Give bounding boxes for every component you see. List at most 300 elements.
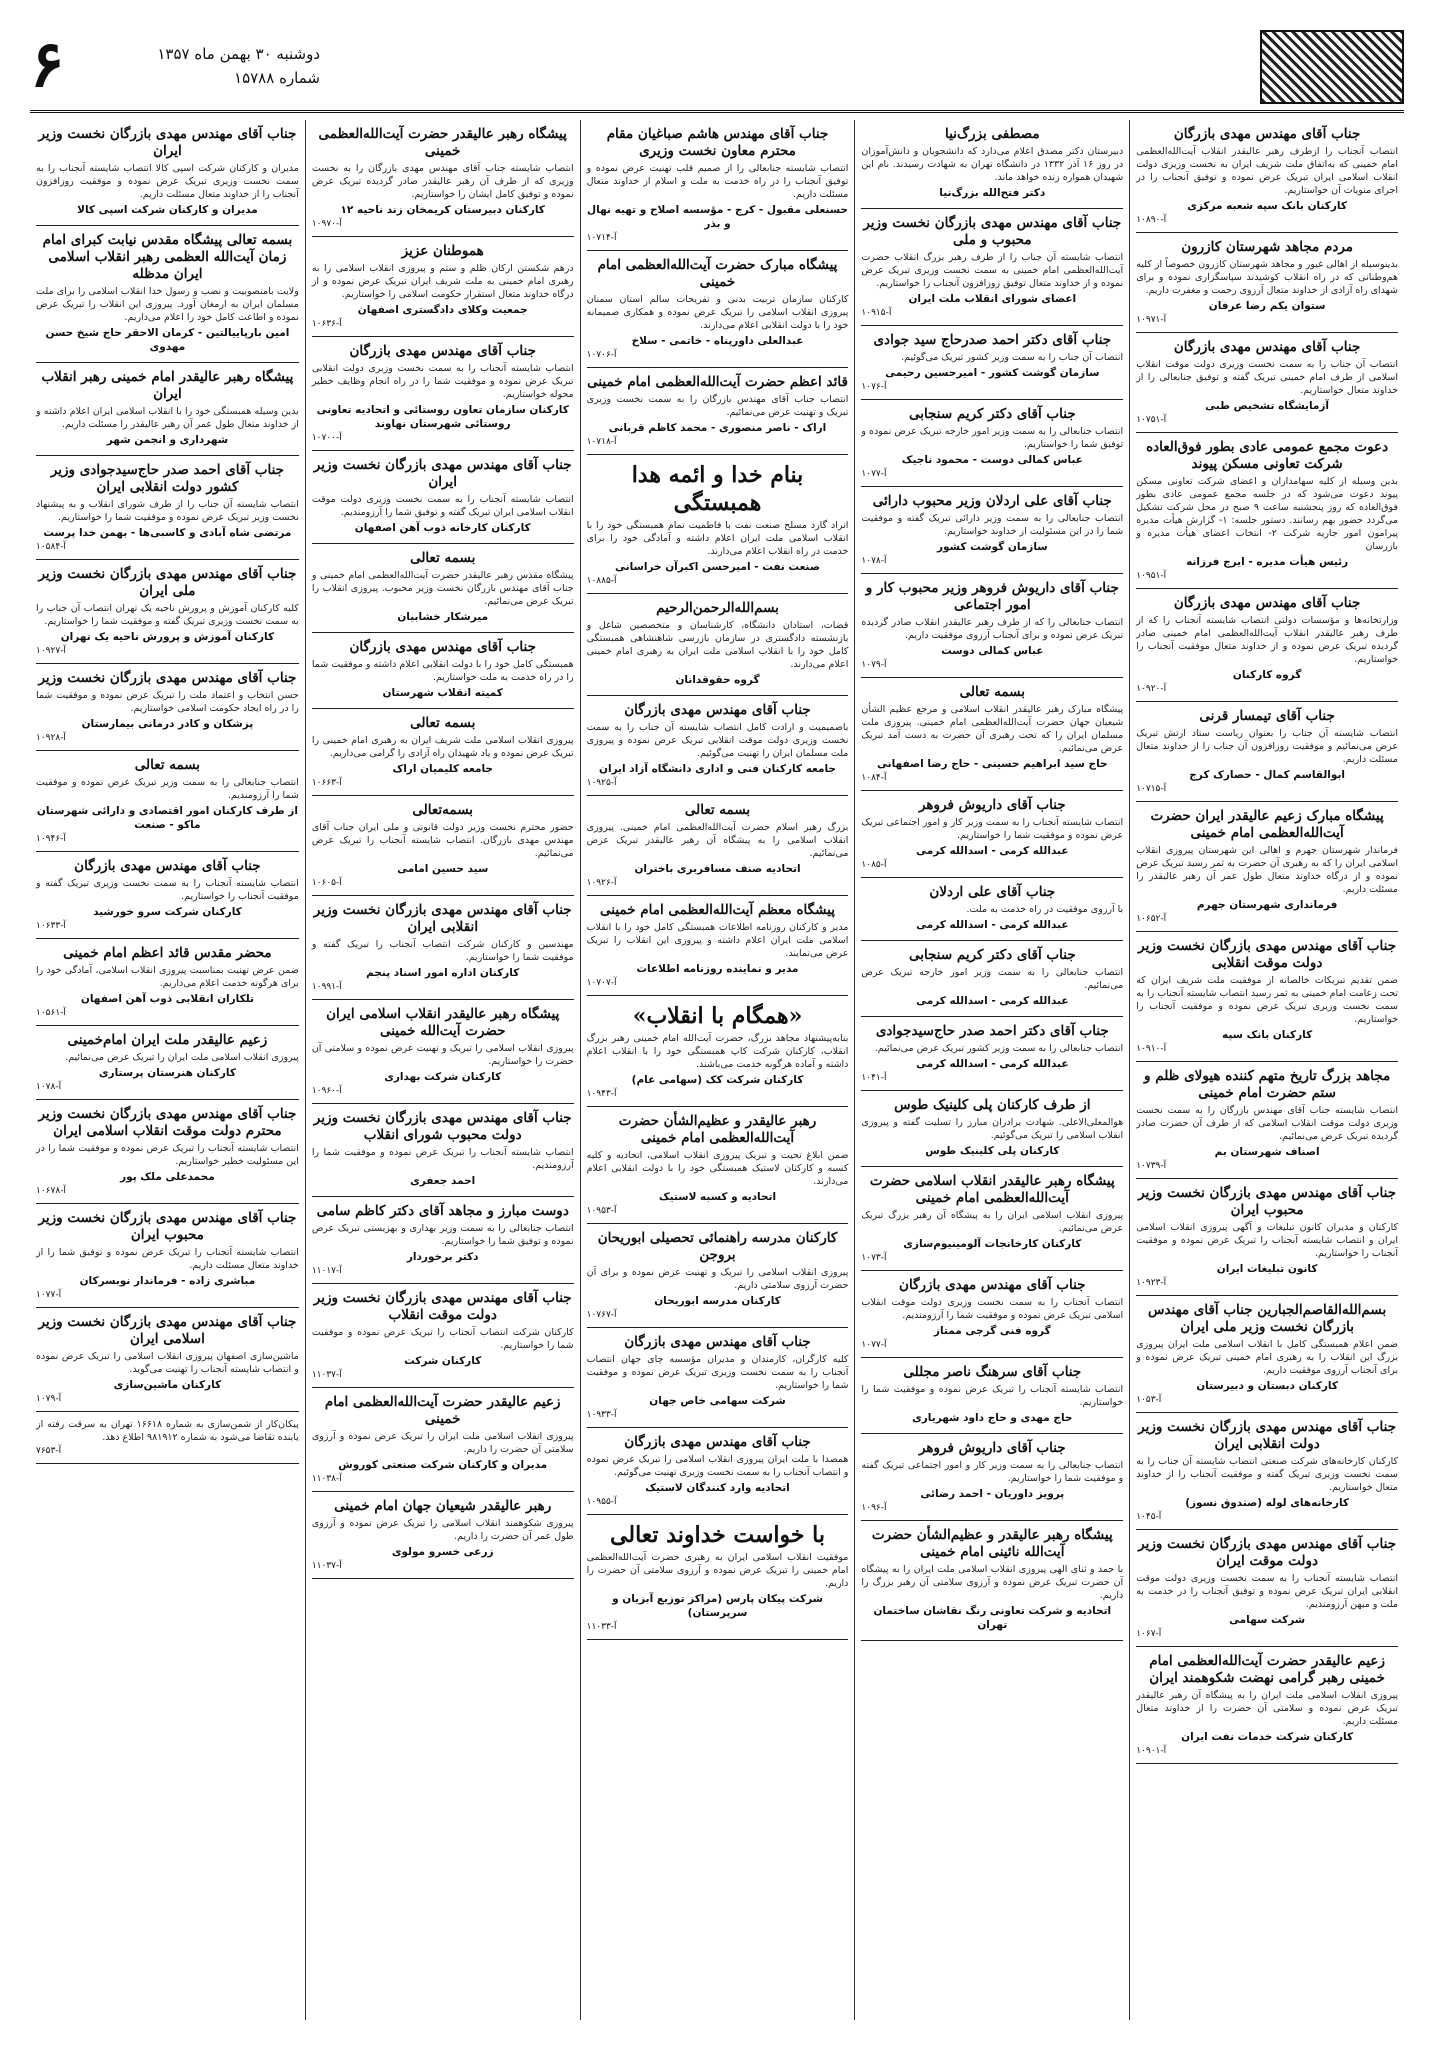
notice-code: آ-۱۰۸۸۵ bbox=[586, 576, 617, 586]
notice bbox=[861, 1434, 1123, 1521]
notice-heading: مردم مجاهد شهرستان کازرون bbox=[1181, 239, 1354, 255]
notice-signature: عباس کمالی دوست bbox=[941, 645, 1044, 657]
notice-body: انتصاب شایسته آنجناب را تبریک عرض نموده و موفقیت شما را آرزومندیم. bbox=[311, 1147, 574, 1171]
notice-body: انتصاب آن جناب را به سمت وزیر کشور تبریک می‌گوئیم. bbox=[901, 352, 1124, 363]
notice bbox=[861, 209, 1123, 326]
notice-heading: جناب آقای احمد صدر حاج‌سیدجوادی وزیر کشور دولت انقلابی ایران bbox=[50, 462, 285, 495]
notice-signature: کارکنان بانک سپه شعبه مرکزی bbox=[1187, 200, 1347, 212]
notice-signature: گروه کارکنان bbox=[1232, 669, 1302, 681]
notice bbox=[36, 939, 299, 1026]
notice-body: پیروزی شکوهمند انقلاب اسلامی را تبریک عرض نموده و آرزوی طول عمر آن حضرت را داریم. bbox=[311, 1518, 574, 1542]
notice-signature: مباشری زاده - فرماندار نوبسرکان bbox=[79, 1275, 256, 1287]
notice-code: آ-۱۰۷۷ bbox=[36, 1290, 62, 1300]
notice bbox=[587, 594, 849, 696]
notice bbox=[1136, 333, 1398, 433]
notice-heading: جناب آقای دکتر احمد صدر حاج‌سیدجوادی bbox=[875, 1023, 1109, 1039]
notice bbox=[1136, 433, 1398, 589]
notice bbox=[861, 1521, 1123, 1641]
notice-signature: شرکت پیکان پارس (مراکز توزیع آبزیان و سرپرستان) bbox=[612, 1593, 823, 1619]
notice-body: ضمن عرض تهنیت بمناسبت پیروزی انقلاب اسلامی، آمادگی خود را برای هرگونه خدمت اعلام می‌داریم. bbox=[36, 965, 299, 989]
notice-body: بدینوسیله از اهالی غیور و مجاهد شهرستان کازرون خصوصاً از کلیه هم‌وطنانی که در راه انقلاب کوشیدند سپاسگزاری نموده و برای شهدای راه آزادی از خداوند متعال آرزوی رحمت و مغفرت داریم. bbox=[1136, 259, 1398, 296]
notice-heading: زعیم عالیقدر ملت ایران امام‌خمینی bbox=[67, 1032, 268, 1048]
notice bbox=[587, 251, 849, 368]
notice-heading: جناب آقای مهندس مهدی بازرگان نخست وزیر محبوب ایران bbox=[38, 1210, 297, 1243]
notice-signature: مدیر و نماینده روزنامه اطلاعات bbox=[636, 963, 799, 975]
notice-heading: پیشگاه رهبر عالیقدر امام خمینی رهبر انقلاب ایران bbox=[41, 369, 294, 402]
notice-signature: کارکنان دبستان و دبیرستان bbox=[1196, 1380, 1338, 1392]
notice-signature: ستوان یکم رضا عرفان bbox=[1208, 300, 1326, 312]
notice-heading: جناب آقای مهندس مهدی بازرگان نخست وزیر ایران bbox=[38, 126, 297, 159]
notice-code: آ-۱۰۴۱ bbox=[861, 1073, 887, 1083]
notice bbox=[312, 796, 574, 896]
notice-body: انتصاب شایسته آنجناب را تبریک عرض نموده و موفقیت شما را خواستاریم. bbox=[861, 1384, 1124, 1408]
notice bbox=[36, 852, 299, 939]
notice-signature: مدیران و کارکنان شرکت اسپی کالا bbox=[77, 204, 258, 216]
notice-signature: کارکنان مدرسه ابوریحان bbox=[654, 1295, 781, 1307]
notice-signature: کارکنان شرکت بهداری bbox=[384, 1071, 502, 1083]
notice-body: ضمن تقدیم تبریکات خالصانه از موفقیت ملت شریف ایران که تحت زعامت امام خمینی به ثمر رسید انتصاب شایسته آنجناب را به سمت نخست وزیری تبریک عرض نموده و موفقیت آنجناب را خواستاریم. bbox=[1136, 975, 1398, 1025]
notice-body: درهم شکستن ارکان ظلم و ستم و پیروزی انقلاب اسلامی را به رهبری امام خمینی به ملت شریف ایران تبریک عرض نموده و از درگاه خداوند متعال استقرار حکومت اسلامی را خواستاریم. bbox=[311, 263, 574, 300]
notice-body: انتصاب شایسته آنجناب را تبریک عرض نموده و موفقیت شما را در این مسئولیت خطیر خواستاریم. bbox=[36, 1143, 299, 1167]
page-number: ۶ bbox=[30, 27, 65, 102]
notice-heading: جناب آقای مهندس مهدی بازرگان نخست وزیر دولت محبوب شورای انقلاب bbox=[313, 1110, 572, 1143]
notice-code: آ-۱۰۹۹۱ bbox=[311, 982, 342, 992]
notice-heading: بسمه تعالی پیشگاه مقدس نیابت کبرای امام زمان آیت‌الله العظمی رهبر انقلاب اسلامی ایران مدظله bbox=[42, 232, 293, 282]
notice-code: آ-۱۱۰۳۸ bbox=[311, 1474, 342, 1484]
notice-signature: عبدالله کرمی - اسدالله کرمی bbox=[916, 995, 1069, 1007]
notice-code: آ-۱۰۷۷ bbox=[861, 469, 887, 479]
notice-heading: جناب آقای مهندس مهدی بازرگان نخست وزیر ایران bbox=[313, 457, 572, 490]
notice-code: آ-۱۰۶۰۵ bbox=[311, 878, 342, 888]
notice-heading: پیشگاه رهبر عالیقدر و عظیم‌الشأن حضرت آیت‌الله نائینی امام خمینی bbox=[871, 1527, 1113, 1560]
notice bbox=[1136, 1647, 1398, 1764]
notice bbox=[36, 363, 299, 456]
notice-signature: اتحادیه وارد کنندگان لاستیک bbox=[645, 1482, 790, 1494]
notice-signature: کارکنان دبیرستان کریمخان زند ناحیه ۱۲ bbox=[340, 204, 545, 216]
notice-code: آ-۱۱۰۳۷ bbox=[311, 1370, 342, 1380]
notice-code: آ-۱۰۷۶ bbox=[861, 382, 887, 392]
notice bbox=[587, 368, 849, 455]
notice bbox=[587, 696, 849, 796]
notice-signature: جامعه کلیمیان اراک bbox=[392, 763, 493, 775]
notice bbox=[312, 709, 574, 796]
notice bbox=[36, 664, 299, 751]
notice-body: مهندسین و کارکنان شرکت انتصاب آنجناب را تبریک گفته و موفقیت شما را خواستاریم. bbox=[311, 939, 574, 963]
notice-signature: کارخانه‌های لوله (صندوق نسوز) bbox=[1185, 1497, 1350, 1509]
notice-body: انتصاب آن جناب را به سمت نخست وزیری دولت موقت انقلاب اسلامی از طرف امام خمینی تبریک گفته و توفیق جنابعالی را از خداوند متعال خواستاریم. bbox=[1136, 359, 1398, 396]
notice-heading: جناب آقای داریوش فروهر وزیر محبوب کار و امور اجتماعی bbox=[865, 580, 1119, 613]
notice-heading: جناب آقای مهندس مهدی بازرگان نخست وزیر دولت انقلابی ایران bbox=[1138, 1419, 1397, 1452]
notice-heading: جناب آقای مهندس مهدی بازرگان bbox=[1173, 126, 1361, 142]
notice-body: انتصاب شایسته جناب آقای مهندس مهدی بازرگان را به نخست وزیری که از طرف آن رهبر عالیقدر صادر گردیده تبریک عرض نموده و توفیق کامل ایشان را خواستاریم. bbox=[311, 163, 574, 200]
notice-code: آ-۱۰۹۳۳ bbox=[586, 1410, 617, 1420]
notice bbox=[312, 451, 574, 544]
notice-code: آ-۱۰۷۳۹ bbox=[1136, 1161, 1167, 1171]
notice-heading: «همگام با انقلاب» bbox=[632, 1003, 803, 1029]
notice-code: آ-۱۰۸۹۰ bbox=[1136, 215, 1167, 225]
notice-heading: پیشگاه رهبر عالیقدر انقلاب اسلامی ایران حضرت آیت‌الله خمینی bbox=[326, 1006, 560, 1039]
notice-signature: آزمایشگاه تشخیص طبی bbox=[1205, 400, 1330, 412]
notice-heading: جناب آقای مهندس مهدی بازرگان نخست وزیر محترم دولت موقت انقلاب اسلامی ایران bbox=[38, 1106, 297, 1139]
notice-body: مدیر و کارکنان روزنامه اطلاعات همبستگی کامل خود را با انقلاب اسلامی ملت ایران اعلام داشته و پیروزی این انقلاب را تبریک عرض می‌نمایند. bbox=[586, 922, 849, 959]
notice bbox=[861, 1167, 1123, 1271]
notice bbox=[36, 1026, 299, 1100]
notice-body: فرماندار شهرستان جهرم و اهالی این شهرستان پیروزی انقلاب اسلامی ایران را که به رهبری آن حضرت به ثمر رسید تبریک عرض نموده و از درگاه خداوند متعال طول عمر آن رهبر عالیقدر را مسئلت داریم. bbox=[1136, 845, 1398, 895]
notice-heading: پیشگاه معظم آیت‌الله‌العظمی امام خمینی bbox=[600, 902, 835, 918]
notice-code: آ-۱۰۷۵۱ bbox=[1136, 415, 1167, 425]
notice-body: با آرزوی موفقیت در راه خدمت به ملت. bbox=[966, 904, 1124, 915]
notice-code: آ-۱۱۰۱۷ bbox=[311, 1266, 342, 1276]
notice bbox=[312, 1000, 574, 1104]
notice-signature: کارکنان هنرستان پرستاری bbox=[98, 1067, 236, 1079]
column-4 bbox=[305, 120, 580, 2020]
notice-body: کارکنان کارخانه‌های شرکت صنعتی انتصاب شایسته آن جناب را به سمت نخست وزیری تبریک گفته و موفقیت آنجناب را از خداوند متعال خواستاریم. bbox=[1136, 1456, 1398, 1493]
notice-heading: جناب آقای دکتر احمد صدرحاج سید جوادی bbox=[873, 332, 1112, 348]
notice-heading: با خواست خداوند تعالی bbox=[610, 1522, 825, 1548]
notice-code: آ-۱۱۰۳۷ bbox=[311, 1561, 342, 1571]
masthead-meta bbox=[30, 27, 330, 104]
notice-code: آ-۱۰۹۱۵ bbox=[861, 308, 892, 318]
notice-signature: محمدعلی ملک پور bbox=[120, 1171, 215, 1183]
notice-body: انتصاب جنابعالی را به سمت وزیر کار و امور اجتماعی تبریک گفته و موفقیت شما را خواستاریم. bbox=[861, 1460, 1124, 1484]
notice-body: انتصاب جنابعالی را به سمت وزیر بهداری و بهزیستی تبریک عرض نموده و توفیق شما را خواستاریم. bbox=[311, 1223, 574, 1247]
notice bbox=[861, 1017, 1123, 1091]
notice-signature: فرمانداری شهرستان جهرم bbox=[1196, 899, 1338, 911]
notice-code: آ-۱۰۹۲۰ bbox=[1136, 684, 1167, 694]
notice bbox=[36, 1204, 299, 1308]
notice-heading: بسمه تعالی bbox=[134, 757, 201, 773]
notice-signature: اتحادیه صنف مسافربری باختران bbox=[634, 863, 801, 875]
notice-body: ضمن اعلام همبستگی کامل با انقلاب اسلامی ملت ایران پیروزی بزرگ این انقلاب را به رهبری امام خمینی تبریک عرض نموده و برای آنجناب آرزوی موفقیت داریم. bbox=[1136, 1339, 1398, 1376]
notice-body: ولایت بامنصوبیت و نصب و رسول خدا انقلاب اسلامی را برای ملت مسلمان ایران به ارمغان آورد. پیروزی این انقلاب را تبریک عرض نموده و اطاعت کامل خود را اعلام می‌داریم. bbox=[36, 286, 299, 323]
notice bbox=[861, 941, 1123, 1017]
notice-heading: بسم‌الله‌القاصم‌الجبارین جناب آقای مهندس بازرگان نخست وزیر ملی ایران bbox=[1147, 1302, 1387, 1335]
notice bbox=[861, 487, 1123, 574]
notice-body: انراد گارد مسلح صنعت نفت با فاطمیت تمام همبستگی خود را با انقلاب اسلامی ملت ایران اعلام داشته و آمادگی خود را برای خدمت در راه انقلاب اعلام می‌دارند. bbox=[586, 520, 849, 557]
notice-heading: جناب آقای مهندس مهدی بازرگان نخست وزیر محبوب ایران bbox=[1138, 1185, 1397, 1218]
notice-code: آ-۱۰۹۰۱ bbox=[1136, 1746, 1167, 1756]
notice-code: آ-۱۰۷۸ bbox=[861, 556, 887, 566]
notice-code: آ-۱۰۵۳ bbox=[1136, 1395, 1162, 1405]
notice-code: آ-۱۰۷۱۸ bbox=[586, 437, 617, 447]
notice-body: قضات، استادان دانشگاه، کارشناسان و متخصصین شاغل و بازنشسته دادگستری در سازمان بازرسی شاهنشاهی همبستگی کامل خود را با انقلاب اسلامی ملت ایران به رهبری امام خمینی اعلام می‌دارند. bbox=[586, 620, 849, 670]
notice bbox=[1136, 932, 1398, 1062]
notice bbox=[861, 878, 1123, 941]
notice-body: انتصاب جنابعالی را به سمت وزیر تبریک عرض نموده و موفقیت شما را آرزومندیم. bbox=[36, 777, 299, 801]
notice-body: پیروزی انقلاب اسلامی را تبریک و تهنیت عرض نموده و برای آن حضرت آرزوی سلامتی داریم. bbox=[586, 1267, 849, 1291]
notice bbox=[1136, 1179, 1398, 1296]
notice-signature: اتحادیه و کسبه لاستیک bbox=[658, 1191, 777, 1203]
notice-code: آ-۱۰۷۸ bbox=[36, 1082, 62, 1092]
notice bbox=[312, 1388, 574, 1492]
notice-heading: جناب آقای مهندس مهدی بازرگان bbox=[74, 858, 261, 874]
notice bbox=[861, 678, 1123, 791]
column-1 bbox=[1129, 120, 1404, 2020]
notice-body: انتصاب شایسته آنجناب را به سمت نخست وزیری دولت انقلابی تبریک عرض نموده و موفقیت شما را در راه انجام وظایف خطیر محوله خواستاریم. bbox=[311, 363, 574, 400]
notice-code: آ-۱۱۰۳۳ bbox=[586, 1622, 617, 1632]
notice-signature: امین بارپاییالتین - کرمان الاحقر حاج شیخ حسن مهدوی bbox=[45, 327, 290, 353]
notice-body: انتصاب شایسته آن جناب را از طرف رهبر بزرگ انقلاب حضرت آیت‌الله‌العظمی امام خمینی به سمت نخست وزیری تبریک عرض نموده و از خداوند متعال توفیق روزافزون آنجناب را خواستاریم. bbox=[861, 252, 1124, 289]
notice-heading: جناب آقای داریوش فروهر bbox=[918, 797, 1066, 813]
notice-code: آ-۱۰۷۳ bbox=[861, 1253, 887, 1263]
notice-code: آ-۱۰۹۶ bbox=[861, 1503, 887, 1513]
notice-body: انتصاب آنجناب را به سمت نخست وزیری دولت موقت انقلاب اسلامی تبریک عرض نموده و موفقیت شما را آرزومندیم. bbox=[861, 1297, 1124, 1321]
notice-body: وزارتخانه‌ها و مؤسسات دولتی انتصاب شایسته آنجناب را که از طرف رهبر عالیقدر انقلاب آیت‌الله‌العظمی امام خمینی صادر گردیده تبریک عرض نموده و از خداوند متعال موفقیت آنجناب را خواستاریم. bbox=[1136, 615, 1398, 665]
notice-body: انتصاب جنابعالی را به سمت وزیر امور خارجه تبریک عرض می‌نمائیم. bbox=[861, 967, 1124, 991]
notice bbox=[36, 1100, 299, 1204]
notice bbox=[861, 400, 1123, 487]
notice bbox=[1136, 120, 1398, 233]
notice-body: پیشگاه مقدس رهبر عالیقدر حضرت آیت‌الله‌العظمی امام خمینی و جناب آقای مهندس بازرگان نخست وزیر محبوب. پیروزی انقلاب را تبریک عرض می‌نمائیم. bbox=[311, 570, 574, 607]
notice-signature: از طرف کارکنان امور اقتصادی و دارائی شهرستان ماکو - صنعت bbox=[36, 805, 298, 831]
notice-signature: پرویز داوریان - احمد رضائی bbox=[920, 1488, 1065, 1500]
notice-body: بزرگ رهبر اسلام حضرت آیت‌الله‌العظمی امام خمینی. پیروزی انقلاب اسلامی را به پیشگاه آن رهبر عالیقدر تبریک عرض می‌نمائیم. bbox=[586, 822, 849, 859]
notice-heading: جناب آقای مهندس مهدی بازرگان نخست وزیر bbox=[38, 670, 297, 686]
notice-code: آ-۱۰۵۶۱ bbox=[36, 1008, 66, 1018]
notice-signature: اتحادیه و شرکت تعاونی رنگ نقاشان ساختمان تهران bbox=[873, 1605, 1112, 1631]
notice-body: کارکنان سازمان تربیت بدنی و تفریحات سالم استان سمنان پیروزی انقلاب اسلامی را تبریک عرض نموده و همکاری صمیمانه خود را با دولت انقلابی اعلام می‌دارند. bbox=[586, 294, 849, 331]
notice-body: با حمد و ثنای الهی پیروزی انقلاب اسلامی ملت ایران را به پیشگاه آن حضرت تبریک عرض نموده و آرزوی سلامتی آن رهبر بزرگ را داریم. bbox=[861, 1564, 1124, 1601]
notice-code: آ-۱۰۵۸۴ bbox=[36, 542, 66, 552]
notice-body: انتصاب جنابعالی را به سمت وزیر دارائی تبریک گفته و موفقیت شما را در این مسئولیت از خداوند خواستاریم. bbox=[861, 513, 1124, 537]
notice-code: آ-۱۰۷۹ bbox=[36, 1394, 62, 1404]
notice-signature: عبدالله کرمی - اسدالله کرمی bbox=[916, 1058, 1069, 1070]
notice-body: ضمن ابلاغ تحیت و تبریک پیروزی انقلاب اسلامی، اتحادیه و کلیه کسبه و کارکنان لاستیک همبستگی خود را با دولت انقلابی اعلام می‌دارند. bbox=[586, 1150, 849, 1187]
notice-signature: ابوالقاسم کمال - حصارک کرج bbox=[1189, 769, 1345, 781]
notice-heading: جناب آقای دکتر کریم سنجابی bbox=[908, 406, 1076, 422]
notice-heading: محضر مقدس قائد اعظم امام خمینی bbox=[63, 945, 272, 961]
notice bbox=[1136, 702, 1398, 802]
notice-body: پیروزی انقلاب اسلامی ملت ایران را به پیشگاه آن رهبر عالیقدر تبریک عرض نموده و سلامتی آن حضرت را از خداوند متعال مسئلت داریم. bbox=[1136, 1690, 1398, 1727]
notice-body: ماشین‌سازی اصفهان پیروزی انقلاب اسلامی را تبریک عرض نموده و انتصاب شایسته آنجناب را تهنیت می‌گوید. bbox=[36, 1351, 299, 1375]
notice-body: بنابه‌پیشنهاد مجاهد بزرگ، حضرت آیت‌الله امام خمینی رهبر بزرگ انقلاب، کارکنان شرکت کاپ همبستگی خود را با انقلاب اعلام داشته و آماده هرگونه خدمت می‌باشند. bbox=[586, 1033, 849, 1070]
notice-code: آ-۱۰۹۷۰ bbox=[311, 219, 342, 229]
masthead bbox=[30, 27, 1404, 113]
notice bbox=[312, 633, 574, 709]
notice-heading: جناب آقای مهندس مهدی بازرگان bbox=[624, 702, 811, 718]
notice-body: انتصاب شایسته آنجناب را به سمت وزیر کار و امور اجتماعی تبریک عرض نموده و موفقیت شما را خواستاریم. bbox=[861, 817, 1124, 841]
notice-signature: کارکنان شرکت خدمات نفت ایران bbox=[1181, 1731, 1354, 1743]
notice-body: بدین وسیله همبستگی خود را با انقلاب اسلامی ایران اعلام داشته و از خداوند متعال طول عمر آن رهبر عالیقدر را مسئلت داریم. bbox=[36, 406, 299, 430]
notice bbox=[312, 237, 574, 337]
notice-heading: مجاهد بزرگ تاریخ متهم کننده هیولای ظلم و ستم حضرت امام خمینی bbox=[1143, 1068, 1391, 1101]
notice-signature: اراک - ناصر منصوری - محمد کاظم قربانی bbox=[608, 422, 827, 434]
notice-heading: بسمه‌تعالی bbox=[412, 802, 473, 818]
notice bbox=[36, 1412, 299, 1464]
notice-signature: سازمان گوشت کشور - امیرحسین رحیمی bbox=[885, 367, 1100, 379]
notice-body: حضور محترم نخست وزیر دولت قانونی و ملی ایران جناب آقای مهندس مهدی بازرگان. انتصاب شایسته آنجناب را تبریک عرض می‌نمائیم. bbox=[311, 822, 574, 859]
notice-signature: شهرداری و انجمن شهر bbox=[106, 434, 229, 446]
notice-body: انتصاب آنجناب را ازطرف رهبر عالیقدر انقلاب آیت‌الله‌العظمی امام خمینی که به‌اتفاق ملت شریف ایران به نخست وزیری دولت انقلاب اسلامی ایران تبریک عرض نموده و توفیق آنجناب را در اجرای منویات آن خواستاریم. bbox=[1136, 146, 1398, 196]
notice-heading: جناب آقای مهندس مهدی بازرگان bbox=[349, 639, 536, 655]
notice bbox=[1136, 1530, 1398, 1647]
notice-body: پیروزی انقلاب اسلامی ایران را به پیشگاه آن رهبر بزرگ تبریک عرض می‌نمائیم. bbox=[861, 1210, 1124, 1234]
notice-heading: جناب آقای مهندس مهدی بازرگان bbox=[1173, 339, 1361, 355]
notice-code: آ-۱۰۹۲۵ bbox=[586, 778, 617, 788]
notice-body: انتصاب جنابعالی را به سمت وزیر امور خارجه تبریک عرض نموده و توفیق شما را خواستاریم. bbox=[861, 426, 1124, 450]
notice-code: آ-۷۶۵۳ bbox=[36, 1446, 62, 1456]
notice-heading: پیشگاه رهبر عالیقدر حضرت آیت‌الله‌العظمی خمینی bbox=[318, 126, 567, 159]
notice-signature: شرکت سهامی bbox=[1229, 1614, 1306, 1626]
notice-signature: مدیران و کارکنان شرکت صنعتی کوروش bbox=[338, 1459, 548, 1471]
notice-body: انتصاب جناب آقای مهندس بازرگان را به سمت نخست وزیری تبریک و تهنیت عرض می‌نمائیم. bbox=[586, 394, 849, 418]
notice bbox=[312, 1197, 574, 1284]
notice-heading: جناب آقای مهندس مهدی بازرگان نخست وزیر دولت موقت انقلاب bbox=[313, 1290, 572, 1323]
notice bbox=[861, 1091, 1123, 1167]
notice-signature: تلکاران انقلابی ذوب آهن اصفهان bbox=[80, 993, 254, 1005]
notice-signature: عباس کمالی دوست - محمود ناجیک bbox=[901, 454, 1083, 466]
notice bbox=[1136, 1062, 1398, 1179]
notice-signature: اصناف شهرستان بم bbox=[1214, 1146, 1320, 1158]
column-2 bbox=[854, 120, 1129, 2020]
notice-body: مدیران و کارکنان شرکت اسپی کالا انتصاب شایسته آنجناب را به سمت نخست وزیری تبریک عرض نموده و موفقیت روزافزون آنجناب را از خداوند متعال مسئلت داریم. bbox=[36, 163, 299, 200]
notice-signature: دکتر فتح‌الله بزرگ‌نیا bbox=[939, 187, 1046, 199]
notice bbox=[587, 1107, 849, 1224]
notice-signature: دکتر برخوردار bbox=[406, 1251, 479, 1263]
notice-body: باصمیمیت و ارادت کامل انتصاب شایسته آن جناب را به سمت نخست وزیری دولت موقت انقلابی تبریک عرض نموده و پیروزی ملت مسلمان ایران را تهنیت می‌گوئیم. bbox=[586, 722, 849, 759]
notice-code: آ-۱۰۶۷ bbox=[1136, 1629, 1162, 1639]
notice-heading: قائد اعظم حضرت آیت‌الله‌العظمی امام خمینی bbox=[587, 374, 848, 390]
notice bbox=[312, 544, 574, 633]
notice-signature: کارکنان شرکت سرو خورشید bbox=[93, 906, 242, 918]
notice bbox=[36, 120, 299, 226]
notice-heading: جناب آقای داریوش فروهر bbox=[918, 1440, 1066, 1456]
notice-heading: بسمه تعالی bbox=[410, 715, 476, 731]
notice-body: کلیه کارگران، کارمندان و مدیران مؤسسه چای جهان انتصاب آنجناب را به سمت نخست وزیری تبریک عرض نموده و موفقیت شما را خواستاریم. bbox=[586, 1354, 849, 1391]
notice-signature: حاج مهدی و حاج داود شهریاری bbox=[912, 1412, 1073, 1424]
notice-code: آ-۱۰۷۷ bbox=[861, 1340, 887, 1350]
notice-signature: کارکنان کارخانجات آلومینیوم‌سازی bbox=[903, 1238, 1082, 1250]
notice bbox=[1136, 802, 1398, 932]
notice-signature: زرعی خسرو مولوی bbox=[391, 1546, 494, 1558]
notice-heading: هموطنان عزیز bbox=[401, 243, 484, 259]
notice bbox=[861, 120, 1123, 209]
notice-code: آ-۱۰۶۳۶ bbox=[311, 319, 342, 329]
notice-body: هوالمعلی‌الاعلی. شهادت برادران مبارز را تسلیت گفته و پیروزی انقلاب اسلامی را تبریک می‌گوئیم. bbox=[861, 1117, 1124, 1141]
notice-body: کلیه کارکنان آموزش و پرورش ناحیه یک تهران انتصاب آن جناب را به سمت نخست وزیری تبریک گفته و موفقیت شما را خواستاریم. bbox=[36, 603, 299, 627]
notice-body: پیروزی انقلاب اسلامی ملت ایران را تبریک عرض می‌نمائیم. bbox=[65, 1052, 299, 1063]
notice bbox=[861, 1358, 1123, 1434]
notice-signature: کارکنان بانک سپه bbox=[1221, 1029, 1313, 1041]
notice-heading: جناب آقای تیمسار قرنی bbox=[1199, 708, 1335, 724]
notice-signature: کانون تبلیغات ایران bbox=[1216, 1263, 1318, 1275]
notice bbox=[587, 1515, 849, 1640]
notice-signature: حاج سید ابراهیم حسینی - حاج رضا اصفهانی bbox=[877, 758, 1108, 770]
issue-date: دوشنبه ۳۰ بهمن ماه ۱۳۵۷ bbox=[157, 45, 320, 63]
notice bbox=[587, 796, 849, 896]
notice-code: آ-۱۰۹۴۳ bbox=[586, 1089, 617, 1099]
notice-signature: اعضای شورای انقلاب ملت ایران bbox=[908, 293, 1077, 305]
notice bbox=[312, 1284, 574, 1388]
notice-code: آ-۱۰۷۱۵ bbox=[1136, 784, 1167, 794]
notice-heading: مصطفی بزرگ‌نیا bbox=[945, 126, 1040, 142]
notice-body: همصدا با ملت ایران پیروزی انقلاب اسلامی را تبریک عرض نموده و انتصاب آنجناب را به سمت نخست وزیری تهنیت می‌گوئیم. bbox=[586, 1454, 849, 1478]
notice-signature: کارکنان شرکت کک (سهامی عام) bbox=[631, 1074, 804, 1086]
notice-signature: مرتضی شاه آبادی و کاسبی‌ها - بهمن خدا پرست bbox=[43, 527, 292, 539]
notice-heading: جناب آقای مهندس مهدی بازرگان bbox=[624, 1334, 811, 1350]
notice bbox=[36, 226, 299, 363]
notice bbox=[1136, 1413, 1398, 1530]
notice-code: آ-۱۰۹۲۳ bbox=[1136, 1278, 1167, 1288]
notice-signature: عبدالله کرمی - اسدالله کرمی bbox=[916, 919, 1069, 931]
notice-body: انتصاب شایسته آن جناب را بعنوان ریاست ستاد ارتش تبریک عرض می‌نمائیم و موفقیت روزافزون آن جناب را از خداوند متعال مسئلت داریم. bbox=[1136, 728, 1398, 765]
notice-code: آ-۱۰۶۵۲ bbox=[1136, 914, 1167, 924]
notice-code: آ-۱۰۹۴۶ bbox=[36, 834, 66, 844]
notice-body: بدین وسیله از کلیه سهامداران و اعضای شرکت تعاونی مسکن پیوند دعوت می‌شود که در جلسه مجمع عمومی عادی بطور فوق‌العاده که روز پنجشنبه ساعت ۹ صبح در محل شرکت تشکیل می‌گردد حضور بهم رسانند. دستور جلسه: ۱- گزارش هیأت مدیره پیرامون امور جاریه شرکت ۲- انتخاب اعضای هیأت مدیره و بازرسان bbox=[1136, 476, 1399, 552]
column-3 bbox=[580, 120, 855, 2020]
issue-number: شماره ۱۵۷۸۸ bbox=[234, 69, 320, 87]
notice-heading: دوست مبارز و مجاهد آقای دکتر کاظم سامی bbox=[316, 1203, 569, 1219]
notice-code: آ-۱۰۶۳۳ bbox=[36, 921, 66, 931]
notice-code: آ-۱۰۷۰۶ bbox=[586, 350, 617, 360]
notice-body: انتصاب شایسته آنجناب را به سمت نخست وزیری تبریک گفته و موفقیت آنجناب را خواستاریم. bbox=[36, 878, 299, 902]
notice-heading: جناب آقای دکتر کریم سنجابی bbox=[908, 947, 1076, 963]
notice bbox=[861, 326, 1123, 400]
notice-heading: جناب آقای مهندس مهدی بازرگان نخست وزیر اسلامی ایران bbox=[38, 1314, 297, 1347]
notice-body: موفقیت انقلاب اسلامی ایران به رهبری حضرت آیت‌الله‌العظمی امام خمینی را تبریک عرض نموده و آرزوی سلامتی آن حضرت را داریم. bbox=[586, 1552, 849, 1589]
newspaper-logo bbox=[1260, 30, 1404, 104]
notice-signature: کارکنان کارخانه ذوب آهن اصفهان bbox=[354, 522, 531, 534]
column-5 bbox=[30, 120, 305, 2020]
notice-code: آ-۱۰۹۶۰ bbox=[311, 1086, 342, 1096]
notice-heading: بسمه تعالی bbox=[959, 684, 1025, 700]
notice-heading: جناب آقای مهندس مهدی بازرگان نخست وزیر ملی ایران bbox=[38, 566, 297, 599]
notice-heading: زعیم عالیقدر حضرت آیت‌الله‌العظمی امام خمینی bbox=[324, 1394, 561, 1427]
notice-heading: پیشگاه مبارک حضرت آیت‌الله‌العظمی امام خمینی bbox=[597, 257, 838, 290]
notice-body: انتصاب جنابعالی را به سمت وزیر کشور تبریک عرض می‌نمائیم. bbox=[874, 1043, 1124, 1054]
notice-code: آ-۱۰۹۵۵ bbox=[586, 1497, 617, 1507]
notice-signature: کارکنان ماشین‌سازی bbox=[113, 1379, 222, 1391]
notice bbox=[861, 791, 1123, 878]
notice-heading: زعیم عالیقدر حضرت آیت‌الله‌العظمی امام خمینی رهبر گرامی نهضت شکوهمند ایران bbox=[1149, 1653, 1385, 1686]
notice-heading: دعوت مجمع عمومی عادی بطور فوق‌العاده شرکت تعاونی مسکن پیوند bbox=[1146, 439, 1389, 472]
notice-signature: کارکنان آموزش و پرورش ناحیه یک تهران bbox=[60, 631, 275, 643]
notice-code: آ-۱۰۹۲۷ bbox=[36, 646, 66, 656]
notice-body: دبیرستان دکتر مصدق اعلام می‌دارد که دانشجویان و دانش‌آموزان در روز ۱۶ آذر ۱۳۳۲ در دانشگاه تهران به شهادت رسیدند. نام این شهیدان همواره زنده خواهد ماند. bbox=[861, 146, 1124, 183]
notice-signature: رئیس هیأت مدیره - ایرج فرزانه bbox=[1186, 556, 1349, 568]
notice-code: آ-۱۰۷۰۰ bbox=[311, 433, 342, 443]
notice-body: انتصاب شایسته جنابعالی را از صمیم قلب تهنیت عرض نموده و توفیق آنجناب را در راه خدمت به ملت و اسلام از خداوند متعال مسئلت داریم. bbox=[586, 163, 849, 200]
notice-signature: کمیته انقلاب شهرستان bbox=[382, 687, 503, 699]
notice-body: کارکنان شرکت انتصاب آنجناب را تبریک عرض نموده و موفقیت شما را خواستاریم. bbox=[311, 1327, 574, 1351]
notice-heading: جناب آقای مهندس هاشم صباغیان مقام محترم معاون نخست وزیری bbox=[606, 126, 829, 159]
notice-body: انتصاب شایسته آنجناب را به سمت نخست وزیری دولت موقت انقلاب اسلامی ایران تبریک گفته و توفیق شما را آرزومندیم. bbox=[311, 494, 574, 518]
notice-heading: جناب آقای مهندس مهدی بازرگان bbox=[899, 1277, 1086, 1293]
notice-heading: پیشگاه مبارک زعیم عالیقدر ایران حضرت آیت‌الله‌العظمی امام خمینی bbox=[1150, 808, 1384, 841]
notice-signature: گروه حقوقدانان bbox=[675, 674, 760, 686]
notice-signature: کارکنان شرکت bbox=[404, 1355, 482, 1367]
notice-heading: جناب آقای مهندس مهدی بازرگان bbox=[1173, 595, 1361, 611]
notice-heading: جناب آقای مهندس مهدی بازرگان bbox=[349, 343, 536, 359]
notice-code: آ-۱۰۷۰۷ bbox=[586, 978, 617, 988]
notice-signature: عبدالله کرمی - اسدالله کرمی bbox=[916, 845, 1069, 857]
notice-body: انتصاب شایسته جناب آقای مهندس بازرگان را به سمت نخست وزیری دولت موقت انقلاب اسلامی که از طرف آن حضرت صادر گردیده تبریک عرض می‌نمائیم. bbox=[1136, 1105, 1398, 1142]
notice-heading: رهبر عالیقدر شیعیان جهان امام خمینی bbox=[334, 1498, 552, 1514]
notice-body: پیروزی انقلاب اسلامی را تبریک و تهنیت عرض نموده و سلامتی آن حضرت را خواستاریم. bbox=[311, 1043, 574, 1067]
notice bbox=[312, 1104, 574, 1197]
notice bbox=[1136, 233, 1398, 333]
notice bbox=[1136, 589, 1398, 702]
notice-heading: کارکنان مدرسه راهنمائی تحصیلی ابوریحان بروجن bbox=[597, 1230, 838, 1263]
notice-code: آ-۱۰۹۲۶ bbox=[586, 878, 617, 888]
notice bbox=[861, 1271, 1123, 1358]
notice-body: پیروزی انقلاب اسلامی ملت شریف ایران به رهبری امام خمینی را تبریک عرض نموده و یاد شهیدان راه آزادی را گرامی می‌داریم. bbox=[311, 735, 574, 759]
notice-body: انتصاب شایسته آن جناب را از طرف شورای انقلاب و به پیشنهاد نخست وزیر تبریک عرض نموده و موفقیت شما را خواستاریم. bbox=[36, 499, 299, 523]
notice-heading: جناب آقای علی اردلان وزیر محبوب دارائی bbox=[872, 493, 1112, 509]
notice-body: انتصاب جنابعالی را که از طرف رهبر عالیقدر انقلاب صادر گردیده تبریک عرض نموده و برای آنجناب آرزوی موفقیت داریم. bbox=[861, 617, 1124, 641]
notice-heading: بنام خدا و ائمه هدا همبستگی bbox=[631, 462, 804, 516]
notice-code: آ-۱۰۸۴ bbox=[861, 773, 887, 783]
